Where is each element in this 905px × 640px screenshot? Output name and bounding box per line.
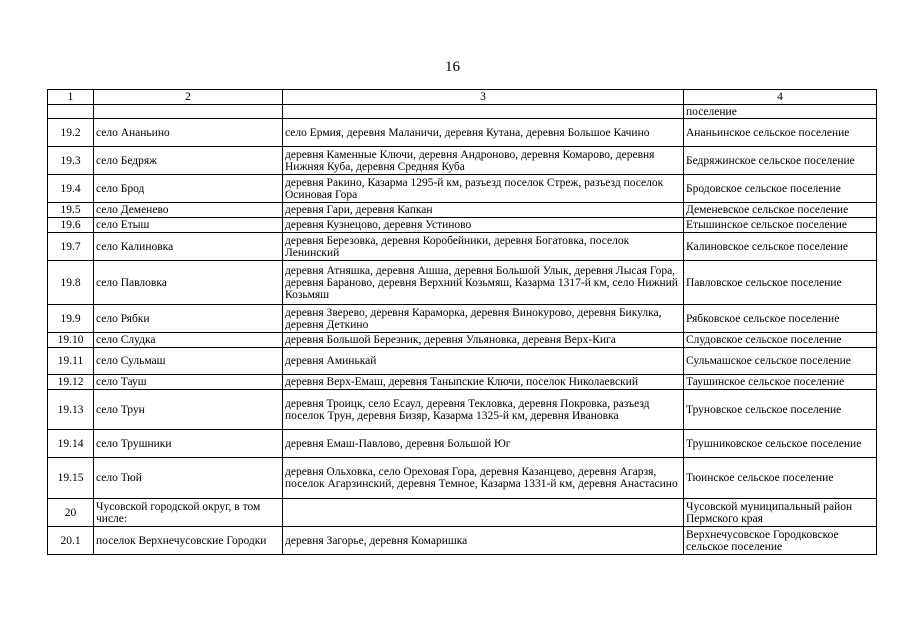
settlement-cell: Калиновское сельское поселение xyxy=(684,233,877,261)
settlements-table xyxy=(47,89,877,555)
locality-cell: село Сульмаш xyxy=(94,348,283,375)
locality-cell: село Рябки xyxy=(94,305,283,333)
row-number-cell: 19.5 xyxy=(48,203,94,218)
column-header: 4 xyxy=(684,90,877,105)
locality-cell: село Павловка xyxy=(94,261,283,305)
row-number-cell: 20 xyxy=(48,499,94,527)
villages-cell: деревня Кузнецово, деревня Устиново xyxy=(283,218,684,233)
row-number-cell: 20.1 xyxy=(48,527,94,555)
locality-cell: село Калиновка xyxy=(94,233,283,261)
table-row xyxy=(48,430,877,458)
table-header-row xyxy=(48,90,877,105)
settlement-cell: Труновское сельское поселение xyxy=(684,390,877,430)
row-number-cell: 19.10 xyxy=(48,333,94,348)
settlement-cell: Таушинское сельское поселение xyxy=(684,375,877,390)
settlement-cell: Бродовское сельское поселение xyxy=(684,175,877,203)
settlement-cell: Ананьинское сельское поселение xyxy=(684,119,877,147)
villages-cell: деревня Каменные Ключи, деревня Андроново, деревня Комарово, деревня Нижняя Куба, деревня Средняя Куба xyxy=(283,147,684,175)
row-number-cell: 19.9 xyxy=(48,305,94,333)
row-number-cell: 19.14 xyxy=(48,430,94,458)
row-number-cell: 19.7 xyxy=(48,233,94,261)
villages-cell: деревня Гари, деревня Капкан xyxy=(283,203,684,218)
row-number-cell: 19.2 xyxy=(48,119,94,147)
table-row xyxy=(48,390,877,430)
villages-cell xyxy=(283,499,684,527)
table-row xyxy=(48,527,877,555)
row-number-cell: 19.3 xyxy=(48,147,94,175)
villages-cell: деревня Зверево, деревня Караморка, деревня Винокурово, деревня Бикулка, деревня Деткино xyxy=(283,305,684,333)
locality-cell: село Тауш xyxy=(94,375,283,390)
table-row xyxy=(48,375,877,390)
settlement-cell: Етышинское сельское поселение xyxy=(684,218,877,233)
settlement-cell: Деменевское сельское поселение xyxy=(684,203,877,218)
villages-cell: деревня Березовка, деревня Коробейники, деревня Богатовка, поселок Ленинский xyxy=(283,233,684,261)
table-row xyxy=(48,147,877,175)
settlement-cell: Бедряжинское сельское поселение xyxy=(684,147,877,175)
table-row xyxy=(48,175,877,203)
settlement-cell: Тюинское сельское поселение xyxy=(684,458,877,499)
table-row xyxy=(48,348,877,375)
table-row xyxy=(48,119,877,147)
villages-cell: деревня Верх-Емаш, деревня Таныпские Ключи, поселок Николаевский xyxy=(283,375,684,390)
table-row xyxy=(48,261,877,305)
row-number-cell: 19.15 xyxy=(48,458,94,499)
settlement-cell: Павловское сельское поселение xyxy=(684,261,877,305)
row-number-cell: 19.13 xyxy=(48,390,94,430)
locality-cell: село Брод xyxy=(94,175,283,203)
locality-cell: поселок Верхнечусовские Городки xyxy=(94,527,283,555)
settlement-cell: Трушниковское сельское поселение xyxy=(684,430,877,458)
table-row xyxy=(48,333,877,348)
row-number-cell: 19.8 xyxy=(48,261,94,305)
locality-cell: Чусовской городской округ, в том числе: xyxy=(94,499,283,527)
locality-cell: село Трун xyxy=(94,390,283,430)
column-header: 3 xyxy=(283,90,684,105)
villages-cell: деревня Ракино, Казарма 1295-й км, разъезд поселок Стреж, разъезд поселок Осиновая Гора xyxy=(283,175,684,203)
villages-cell: деревня Ольховка, село Ореховая Гора, деревня Казанцево, деревня Агарзя, поселок Агарзинский, деревня Темное, Казарма 1331-й км, деревня Анастасино xyxy=(283,458,684,499)
continuation-row xyxy=(48,105,877,119)
settlement-cell: Сульмашское сельское поселение xyxy=(684,348,877,375)
settlement-cell: Рябковское сельское поселение xyxy=(684,305,877,333)
villages-cell: село Ермия, деревня Маланичи, деревня Кутана, деревня Большое Качино xyxy=(283,119,684,147)
table-row xyxy=(48,499,877,527)
table-row xyxy=(48,305,877,333)
locality-cell: село Слудка xyxy=(94,333,283,348)
villages-cell: деревня Большой Березник, деревня Ульяновка, деревня Верх-Кига xyxy=(283,333,684,348)
locality-cell: село Бедряж xyxy=(94,147,283,175)
locality-cell: село Тюй xyxy=(94,458,283,499)
row-number-cell: 19.11 xyxy=(48,348,94,375)
locality-cell: село Трушники xyxy=(94,430,283,458)
continuation-cell: поселение xyxy=(684,105,877,119)
column-header: 1 xyxy=(48,90,94,105)
settlement-cell: Слудовское сельское поселение xyxy=(684,333,877,348)
table-row xyxy=(48,458,877,499)
locality-cell: село Етыш xyxy=(94,218,283,233)
table-row xyxy=(48,218,877,233)
row-number-cell: 19.6 xyxy=(48,218,94,233)
settlement-cell: Чусовской муниципальный район Пермского края xyxy=(684,499,877,527)
column-header: 2 xyxy=(94,90,283,105)
villages-cell: деревня Емаш-Павлово, деревня Большой Юг xyxy=(283,430,684,458)
row-number-cell: 19.12 xyxy=(48,375,94,390)
locality-cell: село Деменево xyxy=(94,203,283,218)
villages-cell: деревня Загорье, деревня Комаришка xyxy=(283,527,684,555)
villages-cell: деревня Троицк, село Есаул, деревня Текловка, деревня Покровка, разъезд поселок Трун, деревня Бизяр, Казарма 1325-й км, деревня Ивановка xyxy=(283,390,684,430)
villages-cell: деревня Аминькай xyxy=(283,348,684,375)
row-number-cell: 19.4 xyxy=(48,175,94,203)
table-row xyxy=(48,203,877,218)
page-number: 16 xyxy=(445,59,460,75)
table-row xyxy=(48,233,877,261)
villages-cell: деревня Атняшка, деревня Ашша, деревня Большой Улык, деревня Лысая Гора, деревня Бараново, деревня Верхний Козьмяш, Казарма 1317-й км, село Нижний Козьмяш xyxy=(283,261,684,305)
settlement-cell: Верхнечусовское Городковское сельское поселение xyxy=(684,527,877,555)
locality-cell: село Ананьино xyxy=(94,119,283,147)
